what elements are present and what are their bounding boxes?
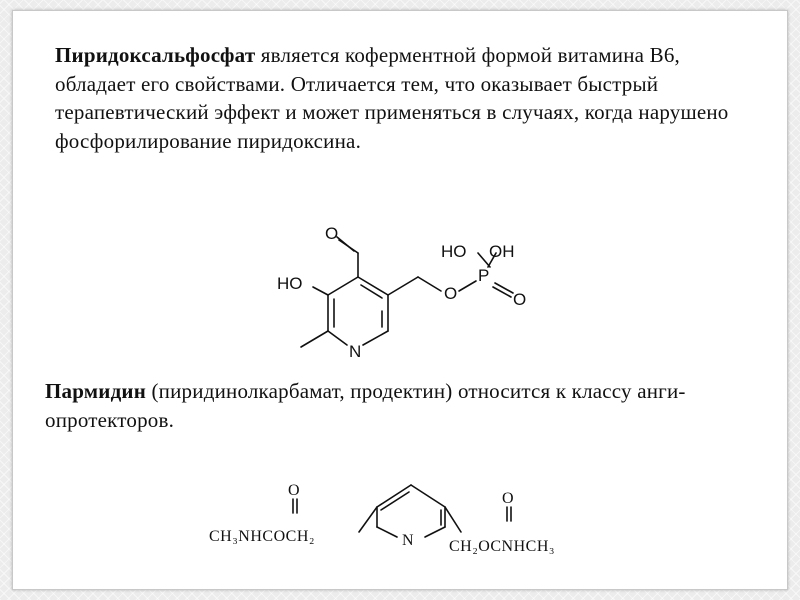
parmidine-structure bbox=[209, 477, 609, 572]
slide bbox=[12, 10, 788, 590]
hydroxyl-label: HO bbox=[277, 274, 303, 293]
pyridoxal-phosphate-structure bbox=[277, 207, 563, 367]
paragraph-text: (пиридинолкарбамат, продектин) относится к классу анги- опротекторов. bbox=[45, 379, 686, 432]
phosphate-hydroxyl-right-label: OH bbox=[489, 242, 515, 261]
paragraph-parmidine bbox=[45, 377, 745, 434]
left-carbonyl-oxygen-label: O bbox=[288, 482, 301, 499]
left-carbamate-group-label: CH₃NHCOCH₂ bbox=[209, 528, 315, 545]
paragraph-pyridoxal-phosphate bbox=[55, 41, 755, 155]
right-carbonyl-oxygen-label: O bbox=[502, 490, 515, 507]
term-pyridoxal-phosphate: Пиридоксальфосфат bbox=[55, 43, 256, 67]
aldehyde-oxygen-label: O bbox=[325, 224, 339, 243]
ring-nitrogen-label: N bbox=[349, 342, 362, 361]
right-carbamate-group-label: CH₂OCNHCH₃ bbox=[449, 538, 555, 555]
phosphate-hydroxyl-left-label: HO bbox=[441, 242, 467, 261]
ring-nitrogen-label: N bbox=[402, 532, 415, 549]
term-parmidine: Пармидин bbox=[45, 379, 147, 403]
phosphate-double-oxygen-label: O bbox=[513, 290, 527, 309]
phosphorus-label: P bbox=[478, 266, 490, 285]
paragraph-text: является коферментной формой витамина В6, обладает его свойствами. Отличается тем, что оказывает быстрый терапевтический эффект и может применяться в случаях, когда нарушено фосфорилирование пиридоксина. bbox=[55, 43, 729, 153]
ester-oxygen-label: O bbox=[444, 284, 458, 303]
